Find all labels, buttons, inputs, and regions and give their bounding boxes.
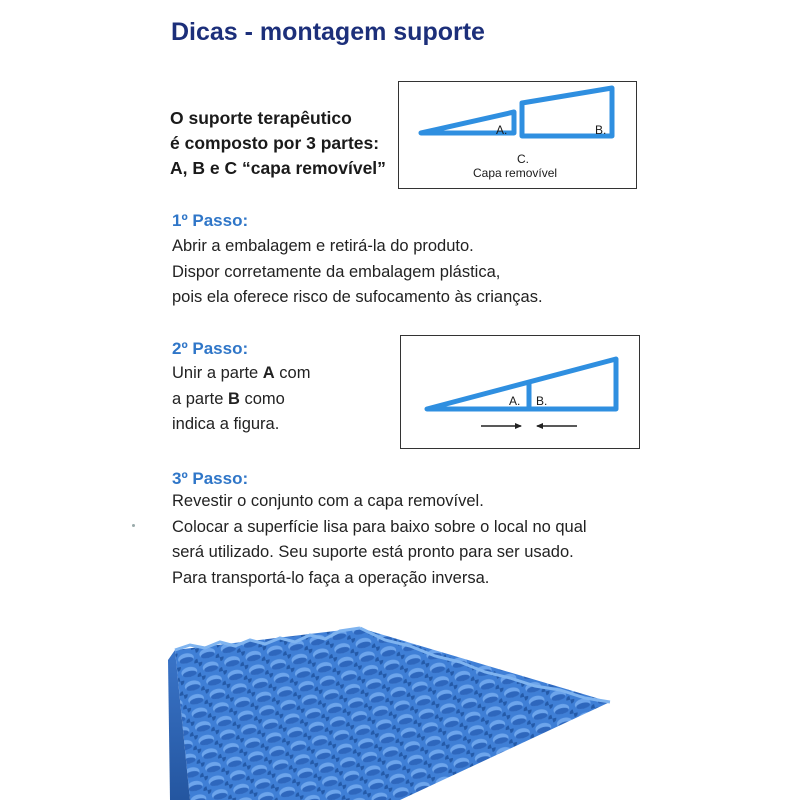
step2-line-1-post: com (274, 364, 311, 382)
arrow-right-icon (481, 423, 522, 429)
step2-line-2-post: como (239, 389, 285, 408)
step3-line-4: Para transportá-lo faça a operação inversa. (172, 568, 490, 587)
step2-line-3: indica a figura. (172, 415, 280, 433)
wedge-joined-shape (427, 359, 616, 409)
page-title: Dicas - montagem suporte (171, 18, 485, 46)
step3-body (172, 489, 587, 591)
intro-line-2: é composto por 3 partes: (170, 133, 380, 153)
label-c: C. (517, 152, 529, 166)
foam-cushion-image (160, 600, 620, 805)
arrow-left-icon (536, 423, 577, 429)
step3-line-2: Colocar a superfície lisa para baixo sobre o local no qual (172, 517, 587, 536)
capa-removivel-caption: Capa removível (473, 166, 558, 180)
step2-part-b: B (227, 389, 240, 408)
intro-line-1: O suporte terapêutico (170, 108, 352, 128)
join-label-b: B. (536, 394, 548, 408)
parts-diagram (398, 81, 637, 189)
step1-heading: 1º Passo: (172, 211, 249, 230)
step2-part-a: A (262, 364, 275, 382)
step3-line-3: será utilizado. Seu suporte está pronto para ser usado. (172, 543, 574, 561)
step3-line-1: Revestir o conjunto com a capa removível. (172, 492, 484, 510)
step2-line-2 (172, 387, 310, 413)
step2-line-1-pre: Unir a parte (172, 364, 263, 382)
join-diagram-svg (401, 336, 639, 448)
join-label-a: A. (509, 394, 521, 408)
step2-line-2-pre: a parte (172, 389, 228, 408)
step1-line-1: Abrir a embalagem e retirá-la do produto. (172, 237, 474, 255)
intro-text (170, 106, 386, 181)
step1-line-2: Dispor corretamente da embalagem plástica, (172, 262, 501, 281)
step1-body (172, 234, 543, 311)
label-b: B. (595, 123, 607, 137)
join-diagram (400, 335, 640, 449)
step1-line-3: pois ela oferece risco de sufocamento às crianças. (172, 288, 543, 306)
intro-line-3: A, B e C “capa removível” (170, 158, 386, 178)
speck (132, 524, 135, 527)
step2-body (172, 361, 310, 438)
step3-heading: 3º Passo: (172, 469, 249, 488)
label-a: A. (496, 123, 508, 137)
step2-line-1 (172, 361, 310, 387)
step2-heading: 2º Passo: (172, 339, 249, 358)
